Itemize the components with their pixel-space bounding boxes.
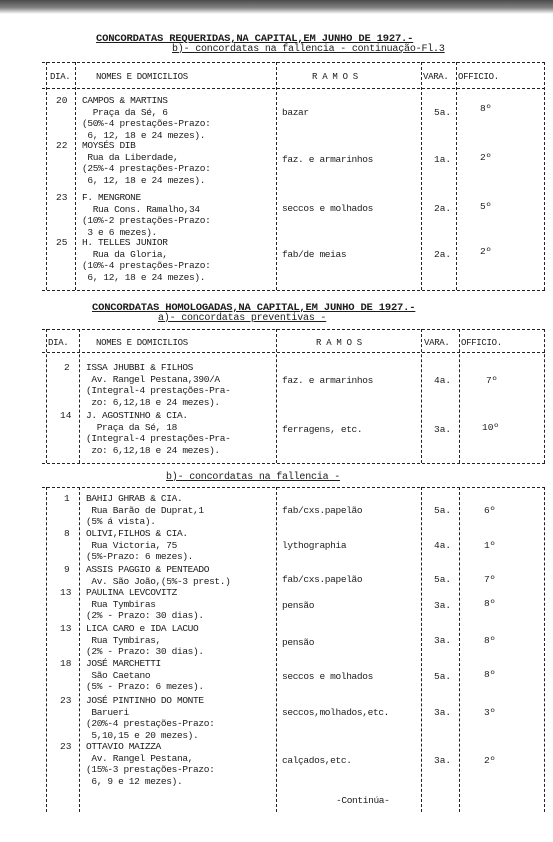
table3-vline-nomes — [276, 487, 277, 812]
table2-header-ramos: R A M O S — [316, 338, 362, 348]
table2-vline-nomes — [276, 329, 277, 463]
row-officio: 2º — [480, 246, 492, 257]
row-ramo: faz. e armarinhos — [282, 154, 373, 165]
table1-header-ramos: R A M O S — [312, 72, 358, 82]
row-ramo: pensão — [282, 600, 315, 611]
row-ramo: ferragens, etc. — [282, 424, 363, 435]
table3-vline-dia — [79, 487, 80, 812]
row-nome: OTTAVIO MAIZZA Av. Rangel Pestana, (15%-3 prestações-Prazo: 6, 9 e 12 mezes). — [86, 741, 215, 787]
row-officio: 8º — [484, 635, 496, 646]
row-ramo: calçados,etc. — [282, 755, 352, 766]
row-nome: PAULINA LEVCOVITZ Rua Tymbiras (2% - Prazo: 30 dias). — [86, 587, 204, 621]
table1-vline-nomes — [276, 62, 277, 290]
table2-vline-ramos — [421, 329, 422, 463]
row-vara: 3a. — [434, 600, 452, 611]
row-dia: 23 — [60, 741, 72, 752]
row-dia: 2 — [64, 362, 70, 373]
table1-header-dia: DIA. — [50, 72, 71, 82]
row-officio: 8º — [484, 598, 496, 609]
row-ramo: seccos e molhados — [282, 203, 373, 214]
row-officio: 5º — [480, 201, 492, 212]
row-officio: 6º — [484, 505, 496, 516]
row-officio: 1º — [484, 540, 496, 551]
row-dia: 13 — [60, 587, 72, 598]
row-dia: 14 — [60, 410, 72, 421]
row-ramo: fab/cxs.papelão — [282, 574, 363, 585]
row-ramo: seccos,molhados,etc. — [282, 707, 390, 718]
row-nome: H. TELLES JUNIOR Rua da Gloria, (10%-4 prestações-Prazo: 6, 12, 18 e 24 mezes). — [82, 237, 211, 283]
table1-vline-dia — [75, 62, 76, 290]
table3-vline-left — [46, 487, 47, 812]
scan-top-edge — [0, 0, 553, 14]
row-ramo: bazar — [282, 107, 309, 118]
table1-top-border — [42, 62, 545, 63]
row-vara: 3a. — [434, 707, 452, 718]
row-officio: 2º — [484, 755, 496, 766]
row-dia: 1 — [64, 493, 70, 504]
table3-top-border — [42, 487, 545, 488]
row-officio: 2º — [480, 152, 492, 163]
row-ramo: seccos e molhados — [282, 671, 373, 682]
table1-vline-vara — [456, 62, 457, 290]
row-vara: 2a. — [434, 249, 452, 260]
row-ramo: lythographia — [282, 540, 347, 551]
row-vara: 3a. — [434, 424, 452, 435]
row-dia: 18 — [60, 658, 72, 669]
row-ramo: faz. e armarinhos — [282, 375, 373, 386]
row-dia: 9 — [64, 564, 70, 575]
table1-header-border — [42, 88, 545, 89]
row-ramo: fab/cxs.papelão — [282, 505, 363, 516]
row-nome: LICA CARO e IDA LACUO Rua Tymbiras, (2% - Prazo: 30 dias). — [86, 623, 204, 657]
row-officio: 7º — [484, 574, 496, 585]
table1-bottom-border — [42, 290, 545, 291]
section3-subtitle: b)- concordatas na fallencia - — [166, 472, 341, 483]
row-vara: 5a. — [434, 505, 452, 516]
table2-header-dia: DIA. — [48, 338, 69, 348]
row-dia: 20 — [56, 95, 68, 106]
table2-header-officio: OFFICIO. — [461, 338, 502, 348]
continua-label: -Continúa- — [336, 795, 390, 806]
row-vara: 4a. — [434, 540, 452, 551]
row-ramo: fab/de meias — [282, 249, 347, 260]
table1-header-nomes: NOMES E DOMICILIOS — [96, 72, 188, 82]
table2-top-border — [42, 329, 545, 330]
row-nome: CAMPOS & MARTINS Praça da Sé, 6 (50%-4 prestações-Prazo: 6, 12, 18 e 24 mezes). — [82, 95, 211, 141]
row-nome: MOYSÉS DIB Rua da Liberdade, (25%-4 prestações-Prazo: 6, 12, 18 e 24 mezes). — [82, 140, 211, 186]
row-vara: 2a. — [434, 203, 452, 214]
row-vara: 5a. — [434, 574, 452, 585]
row-vara: 4a. — [434, 375, 452, 386]
row-dia: 23 — [60, 695, 72, 706]
table1-vline-ramos — [421, 62, 422, 290]
section1-title: CONCORDATAS REQUERIDAS,NA CAPITAL,EM JUNHO DE 1927.- — [96, 33, 414, 45]
row-officio: 8º — [480, 103, 492, 114]
row-dia: 22 — [56, 140, 68, 151]
table2-header-nomes: NOMES E DOMICILIOS — [96, 338, 188, 348]
row-nome: BAHIJ GHRAB & CIA. Rua Barão de Duprat,1 (5% á vista). — [86, 493, 204, 527]
table2-vline-right — [544, 329, 545, 463]
table3-vline-ramos — [421, 487, 422, 812]
row-officio: 3º — [484, 707, 496, 718]
table2-bottom-border — [42, 463, 545, 464]
section2-subtitle: a)- concordatas preventivas - — [158, 313, 327, 324]
row-nome: JOSÉ PINTINHO DO MONTE Barueri (20%-4 prestações-Prazo: 5,10,15 e 20 mezes). — [86, 695, 215, 741]
row-dia: 13 — [60, 623, 72, 634]
table1-vline-left — [46, 62, 47, 290]
row-nome: ASSIS PAGGIO & PENTEADO Av. São João,(5%-3 prest.) — [86, 564, 231, 587]
table2-header-vara: VARA. — [424, 338, 450, 348]
row-vara: 3a. — [434, 755, 452, 766]
row-nome: F. MENGRONE Rua Cons. Ramalho,34 (10%-2 prestações-Prazo: 3 e 6 mezes). — [82, 192, 211, 238]
row-dia: 25 — [56, 237, 68, 248]
table2-vline-dia — [79, 329, 80, 463]
table3-vline-vara — [459, 487, 460, 812]
row-dia: 23 — [56, 192, 68, 203]
row-vara: 5a. — [434, 671, 452, 682]
section2-title: CONCORDATAS HOMOLOGADAS,NA CAPITAL,EM JUNHO DE 1927.- — [92, 302, 416, 314]
row-nome: J. AGOSTINHO & CIA. Praça da Sé, 18 (Integral-4 prestações-Pra- zo: 6,12,18 e 24 mezes). — [86, 410, 231, 456]
table1-header-vara: VARA. — [423, 72, 449, 82]
table2-vline-vara — [459, 329, 460, 463]
table2-vline-left — [46, 329, 47, 463]
row-officio: 10º — [482, 422, 500, 433]
row-officio: 8º — [484, 669, 496, 680]
row-dia: 8 — [64, 528, 70, 539]
row-nome: JOSÉ MARCHETTI São Caetano (5% - Prazo: 6 mezes). — [86, 658, 204, 692]
row-nome: ISSA JHUBBI & FILHOS Av. Rangel Pestana,390/A (Integral-4 prestações-Pra- zo: 6,12,18 e 24 mezes). — [86, 362, 231, 408]
row-vara: 5a. — [434, 107, 452, 118]
row-vara: 3a. — [434, 635, 452, 646]
section1-subtitle: b)- concordatas na fallencia - continuação-Fl.3 — [172, 44, 445, 55]
table2-header-border — [42, 352, 545, 353]
table1-vline-right — [544, 62, 545, 290]
row-vara: 1a. — [434, 154, 452, 165]
table3-vline-right — [544, 487, 545, 812]
row-officio: 7º — [486, 375, 498, 386]
row-nome: OLIVI,FILHOS & CIA. Rua Victoria, 75 (5%-Prazo: 6 mezes). — [86, 528, 194, 562]
table1-header-officio: OFFICIO. — [458, 72, 499, 82]
row-ramo: pensão — [282, 637, 315, 648]
